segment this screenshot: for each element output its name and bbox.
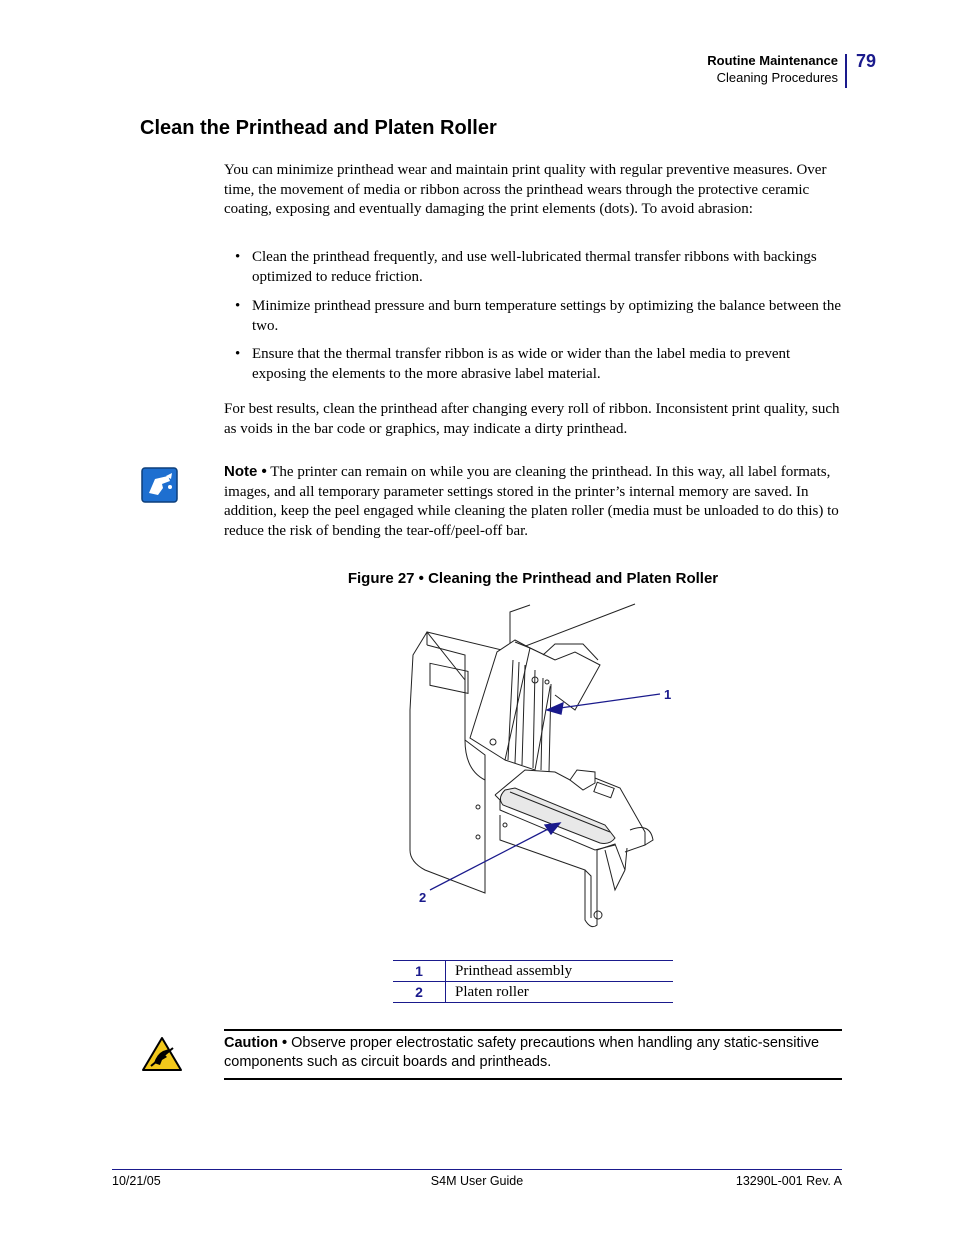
note-icon bbox=[141, 467, 178, 503]
figure-caption: Figure 27 • Cleaning the Printhead and Platen Roller bbox=[347, 570, 719, 587]
bullet-marker: • bbox=[235, 346, 241, 362]
intro-paragraph: You can minimize printhead wear and maintain print quality with regular preventive measures. Over time, the movement of media or ribbon across the printhead wears through the protective ceramic coating, exposing and eventually damaging the print elements (dots). To avoid abrasion: bbox=[224, 162, 827, 217]
caution-top-rule bbox=[224, 1029, 842, 1031]
bullet-item-2: Minimize printhead pressure and burn temperature settings by optimizing the balance between the two. bbox=[252, 298, 841, 334]
printer-illustration bbox=[405, 600, 675, 935]
callout-2: 2 bbox=[419, 890, 427, 905]
note-block bbox=[224, 462, 844, 541]
legend-label: Platen roller bbox=[446, 982, 674, 1003]
page-title: Clean the Printhead and Platen Roller bbox=[140, 117, 497, 139]
bullet-item-1: Clean the printhead frequently, and use well-lubricated thermal transfer ribbons with backings optimized to reduce friction. bbox=[252, 249, 817, 285]
bullet-item-3: Ensure that the thermal transfer ribbon is as wide or wider than the label media to prevent exposing the elements to the more abrasive label material. bbox=[252, 346, 791, 382]
running-header-section: Routine Maintenance bbox=[707, 53, 838, 68]
legend-label: Printhead assembly bbox=[446, 961, 674, 982]
footer-date: 10/21/05 bbox=[112, 1174, 161, 1188]
footer-guide-title: S4M User Guide bbox=[430, 1174, 524, 1188]
legend-number: 2 bbox=[393, 982, 446, 1003]
legend-row bbox=[393, 982, 673, 1003]
note-label: Note • bbox=[224, 463, 267, 480]
best-results-paragraph: For best results, clean the printhead after changing every roll of ribbon. Inconsistent print quality, such as voids in the bar code or graphics, may indicate a dirty printhead. bbox=[224, 401, 840, 437]
bullet-marker: • bbox=[235, 298, 241, 314]
running-header-subsection: Cleaning Procedures bbox=[716, 70, 838, 85]
bullet-marker: • bbox=[235, 249, 241, 265]
caution-label: Caution • bbox=[224, 1035, 288, 1051]
caution-bottom-rule bbox=[224, 1078, 842, 1080]
note-text: The printer can remain on while you are cleaning the printhead. In this way, all label formats, images, and all temporary parameter settings stored in the printer’s internal memory are saved. In addition, keep the peel engaged while cleaning the platen roller (media must be unloaded to do this) to reduce the risk of bending the tear-off/peel-off bar. bbox=[224, 464, 839, 539]
callout-1: 1 bbox=[664, 687, 672, 702]
footer-rule bbox=[112, 1169, 842, 1170]
caution-block bbox=[224, 1034, 834, 1071]
figure-legend-table bbox=[393, 960, 673, 1003]
footer-doc-number: 13290L-001 Rev. A bbox=[735, 1174, 842, 1188]
caution-text: Observe proper electrostatic safety precautions when handling any static-sensitive components such as circuit boards and printheads. bbox=[224, 1035, 820, 1070]
esd-warning-icon bbox=[141, 1036, 183, 1072]
page-number: 79 bbox=[856, 51, 877, 71]
legend-row bbox=[393, 961, 673, 982]
legend-number: 1 bbox=[393, 961, 446, 982]
header-divider bbox=[845, 54, 847, 88]
